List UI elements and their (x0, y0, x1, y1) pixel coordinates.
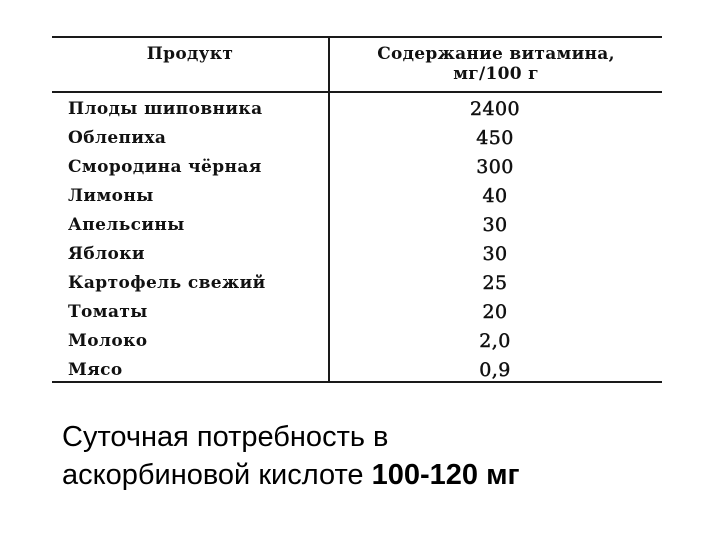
vitamin-value: 30 (482, 213, 508, 236)
table-header-rule (52, 91, 662, 93)
table-row (52, 326, 662, 355)
table-row (52, 239, 662, 268)
daily-requirement-line2 (62, 456, 682, 494)
vitamin-value: 0,9 (479, 358, 511, 381)
product-name: Апельсины (68, 214, 185, 235)
daily-requirement-text: аскорбиновой кислоте (62, 459, 372, 491)
table-row (52, 152, 662, 181)
vitamin-value: 2,0 (479, 329, 511, 352)
vitamin-value: 30 (482, 242, 508, 265)
column-header-content-line1: Содержание витамина, (377, 44, 615, 64)
vitamin-value: 25 (482, 271, 508, 294)
table-row (52, 181, 662, 210)
table-row (52, 94, 662, 123)
table-body (52, 94, 662, 384)
product-name: Лимоны (68, 185, 154, 206)
product-name: Смородина чёрная (68, 156, 262, 177)
product-name: Молоко (68, 330, 148, 351)
table-row (52, 297, 662, 326)
table-row (52, 355, 662, 384)
vitamin-value: 300 (476, 155, 514, 178)
daily-requirement-amount: 100-120 мг (371, 459, 520, 491)
table-row (52, 268, 662, 297)
column-header-content (330, 44, 662, 84)
product-name: Картофель свежий (68, 272, 266, 293)
product-name: Яблоки (68, 243, 145, 264)
vitamin-value: 450 (476, 126, 514, 149)
table-top-rule (52, 36, 662, 38)
product-name: Плоды шиповника (68, 98, 263, 119)
product-name: Томаты (68, 301, 148, 322)
column-header-product: Продукт (146, 44, 234, 64)
daily-requirement-line1: Суточная потребность в (62, 421, 389, 453)
table-row (52, 123, 662, 152)
vitamin-value: 20 (482, 300, 508, 323)
daily-requirement-note (62, 418, 682, 494)
column-header-content-line2: мг/100 г (453, 64, 539, 84)
vitamin-content-table (52, 36, 662, 384)
table-row (52, 210, 662, 239)
vitamin-value: 40 (482, 184, 508, 207)
product-name: Облепиха (68, 127, 167, 148)
product-name: Мясо (68, 359, 123, 380)
vitamin-value: 2400 (470, 97, 520, 120)
